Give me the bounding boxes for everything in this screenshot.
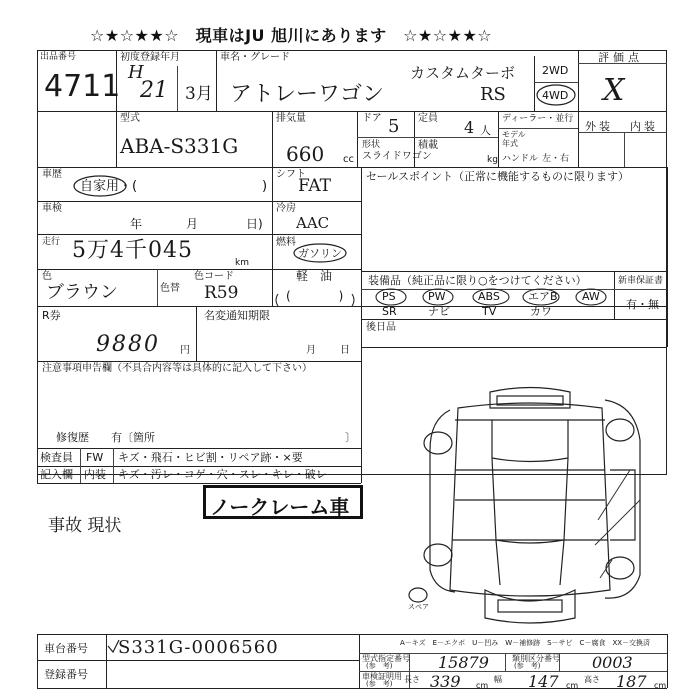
registration-year: 21: [140, 78, 168, 103]
inspector-fill-label: 記入欄: [40, 468, 73, 481]
height-label: 高さ: [584, 675, 600, 684]
capacity-unit: 人: [480, 124, 491, 137]
chassis-value: S331G-0006560: [118, 637, 279, 658]
equip-abs-circle: [473, 289, 509, 305]
shape-label: 形状: [362, 140, 381, 150]
model-name-value: アトレーワゴン: [230, 82, 385, 107]
height-unit: cm: [654, 681, 667, 690]
notes-label: 注意事項申告欄（不具合内容等は具体的に記入して下さい）: [42, 363, 312, 374]
history-circle: [74, 176, 126, 196]
class-number-label: 類別区分番号: [512, 654, 560, 663]
equip-ps-circle: [376, 289, 406, 305]
registration-month: 3月: [185, 84, 213, 104]
recycle-value: 9880: [96, 332, 160, 357]
class-number-value: 0003: [592, 653, 633, 672]
displacement-label: 排気量: [276, 113, 306, 124]
equip-airbag-circle: [523, 289, 559, 305]
dealer-label: ディーラー・並行: [502, 114, 574, 124]
shift-label: シフト: [276, 169, 306, 180]
doors-value: 5: [388, 116, 400, 137]
equip-aw: AW: [582, 290, 600, 303]
equip-abs: ABS: [478, 290, 500, 303]
repair-history-label: 修復歴 有〔箇所: [56, 431, 155, 444]
equip-pw: PW: [428, 290, 446, 303]
equip-tv: TV: [482, 305, 497, 318]
type-designation-sub: (参 考): [366, 662, 393, 670]
drive-4wd-circle: [537, 85, 575, 105]
width-unit: cm: [566, 681, 579, 690]
color-value: ブラウン: [46, 282, 118, 303]
capacity-label: 定員: [418, 113, 438, 124]
color-swap-label: 色替: [160, 283, 180, 294]
model-code-value: ABA-S331G: [120, 134, 239, 158]
shape-value: スライドワゴン: [362, 151, 432, 162]
handle-label: ハンドル: [502, 154, 539, 164]
drive-2wd: 2WD: [542, 64, 569, 77]
chassis-check: [108, 640, 119, 652]
year-sub-label: 年式: [502, 139, 518, 148]
model-grade: カスタムターボ: [410, 64, 516, 82]
rear-seat-label: 後日品: [366, 322, 396, 333]
equip-pw-circle: [423, 289, 453, 305]
mileage-value: 5万4千045: [72, 238, 193, 263]
history-label: 車歴: [42, 169, 62, 180]
recycle-unit: 円: [180, 345, 190, 356]
lot-label: 出品番号: [40, 52, 77, 62]
displacement-value: 660: [286, 142, 325, 166]
warranty-label: 新車保証書: [618, 276, 664, 286]
recycle-label: R券: [42, 309, 61, 322]
length-value: 339: [430, 672, 461, 691]
shift-value: FAT: [298, 176, 332, 196]
equip-sr: SR: [382, 305, 397, 318]
model-code-label: 型式: [120, 113, 140, 124]
equip-airbag: エアB: [528, 290, 558, 303]
color-code-label: 色コード: [194, 271, 234, 282]
class-number-sub: (参 考): [514, 662, 541, 670]
inspection-label: 車検: [42, 203, 62, 214]
name-change-day: 日: [340, 345, 350, 356]
car-diagram: [409, 388, 640, 624]
mileage-label: 走行: [42, 237, 61, 247]
inspection-month: 月: [186, 217, 199, 231]
damage-mark: [595, 470, 640, 578]
exterior-label: 外装: [585, 120, 613, 133]
fuel-alt: 軽 油: [296, 269, 333, 283]
capacity-value: 4: [464, 118, 475, 137]
handle-options: 左・右: [542, 154, 570, 164]
width-value: 147: [528, 672, 559, 691]
load-unit: kg: [487, 155, 498, 165]
type-designation-value: 15879: [438, 653, 489, 672]
lot-number: 4711: [44, 69, 121, 104]
inspector-label: 検査員: [40, 451, 73, 464]
equip-aw-circle: [576, 289, 606, 305]
aircon-value: AAC: [296, 214, 330, 232]
interior-label: 内装: [630, 120, 658, 133]
drive-4wd: 4WD: [542, 89, 569, 102]
equip-navi: ナビ: [428, 305, 450, 318]
displacement-unit: cc: [343, 154, 354, 165]
inspector-interior: 内装: [84, 468, 106, 481]
history-close: ): [262, 179, 268, 194]
type-designation-label: 型式指定番号: [362, 654, 410, 663]
inspector-interior-text: キズ・汚レ・コゲ・穴・スレ・キレ・破レ: [118, 468, 327, 481]
aircon-label: 冷房: [276, 203, 296, 214]
score-label: 評価点: [598, 51, 643, 64]
doors-label: ドア: [362, 113, 382, 124]
inspector-fw: FW: [86, 451, 104, 464]
score-value: X: [603, 73, 625, 108]
damage-legend: A－キズ E－エクボ U－凹み W－補修跡 S－サビ C－腐食 XX－交換済: [400, 639, 651, 647]
fuel-circle: [294, 244, 346, 262]
spare-label: スペア: [408, 603, 429, 611]
name-change-label: 名変通知期限: [204, 309, 270, 322]
color-code-value: R59: [204, 283, 239, 303]
equip-ps: PS: [382, 290, 396, 303]
model-year-sub-label: モデル: [502, 130, 526, 139]
height-value: 187: [616, 672, 647, 691]
header-banner: ☆★☆★★☆ 現車はJU 旭川にあります ☆★☆★★☆: [90, 26, 493, 45]
length-unit: cm: [476, 681, 489, 690]
registration-era: H: [128, 62, 144, 83]
width-label: 幅: [494, 675, 502, 684]
name-change-month: 月: [306, 345, 316, 356]
length-label: 長さ: [404, 675, 420, 684]
sales-point-label: セールスポイント（正常に機能するものに限ります）: [366, 170, 630, 183]
model-name-label: 車名・グレード: [220, 52, 290, 63]
reg-number-label: 登録番号: [44, 668, 88, 681]
certificate-label: 車検証明用: [362, 672, 402, 681]
inspection-year: 年: [130, 217, 143, 231]
equipment-label: 装備品（純正品に限り○をつけてください）: [368, 274, 587, 287]
fuel-value: ガソリン: [298, 247, 342, 260]
fuel-label: 燃料: [276, 237, 296, 248]
color-label: 色: [42, 271, 52, 282]
no-claim-stamp-text: ノークレーム車: [210, 495, 350, 519]
warranty-value: 有・無: [626, 298, 659, 311]
inspection-day: 日): [246, 217, 263, 231]
inspector-fw-text: キズ・飛石・ヒビ割・リペア跡・×要: [118, 451, 303, 464]
model-grade-2: RS: [480, 84, 506, 105]
mileage-unit: km: [235, 258, 249, 268]
history-value: 自家用・(: [80, 179, 138, 194]
repair-history-close: 〕: [345, 431, 356, 444]
registration-label: 初度登録年月: [120, 52, 180, 63]
remark-handwritten: 事故 現状: [48, 516, 122, 536]
certificate-sub: (参 考): [366, 680, 393, 688]
chassis-label: 車台番号: [44, 642, 88, 655]
equip-leather: カワ: [530, 305, 552, 318]
fuel-paren: ( ): [286, 289, 344, 303]
load-label: 積載: [418, 140, 438, 151]
